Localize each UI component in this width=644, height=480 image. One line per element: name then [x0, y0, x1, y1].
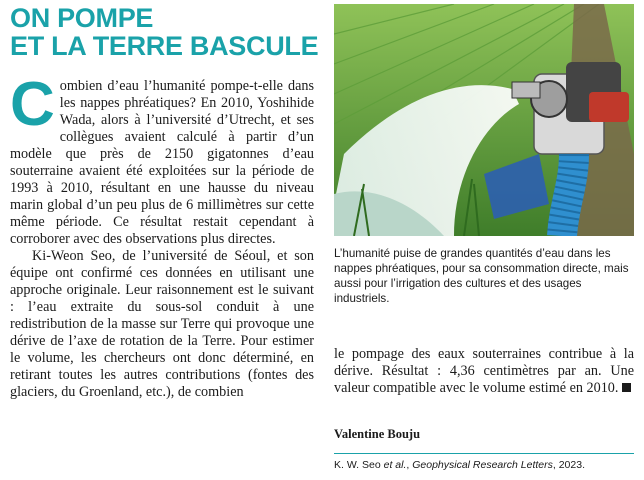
reference-citation: [334, 459, 634, 471]
right-column: [334, 346, 634, 397]
title-line-1: ON POMPE: [10, 3, 154, 33]
paragraph-1-text: ombien d’eau l’humanité pompe-t-elle dans les nappes phréatiques? En 2010, Yoshihide Wada, alors à l’université d’Utrecht, et ses collègues avaient calculé à partir d’un modèle que près de 2150 gigatonnes d’eau souterraine avaient été exploitées sur la période de 1993 à 2010, résultant en une hausse du niveau marin global d’un peu plus de 6 millimètres sur cette même période. Ce résultat restait cependant à corroborer avec des observations plus directes.: [10, 78, 314, 247]
drop-cap: C: [10, 70, 55, 139]
title-line-2: ET LA TERRE BASCULE: [10, 31, 319, 61]
reference-authors: K. W. Seo: [334, 459, 384, 471]
author-byline: Valentine Bouju: [334, 427, 421, 441]
paragraph-1: [10, 70, 314, 248]
left-column: [10, 70, 314, 401]
reference-divider: [334, 453, 634, 454]
reference-sep: ,: [406, 459, 413, 471]
water-pump-photo: [334, 4, 634, 236]
reference-year: , 2023.: [552, 459, 585, 471]
paragraph-2-continued-text: le pompage des eaux souterraines contribue à la dérive. Résultat : 4,36 centimètres par an. Une valeur compatible avec le volume estimé en 2010.: [334, 346, 634, 396]
paragraph-2: Ki-Weon Seo, de l’université de Séoul, et son équipe ont confirmé ces données en utilisant une approche originale. Leur raisonnement est le suivant : l’eau extraite du sous-sol conduit à une redistribution de la masse sur Terre qui provoque une dérive de l’axe de rotation de la Terre. Pour estimer le volume, les chercheurs ont donc déterminé, en retirant toutes les autres contributions (fontes des glaciers, du Groenland, etc.), de combien: [10, 248, 314, 400]
paragraph-2-continued: [334, 346, 634, 397]
reference-etal: et al.: [383, 459, 407, 471]
reference-journal: Geophysical Research Letters: [412, 459, 553, 471]
photo-caption: L’humanité puise de grandes quantités d’eau dans les nappes phréatiques, pour sa consommation directe, mais aussi pour l’irrigation des cultures et des usages industriels.: [334, 247, 629, 305]
article-title: [10, 4, 320, 60]
end-mark-icon: [622, 383, 631, 392]
